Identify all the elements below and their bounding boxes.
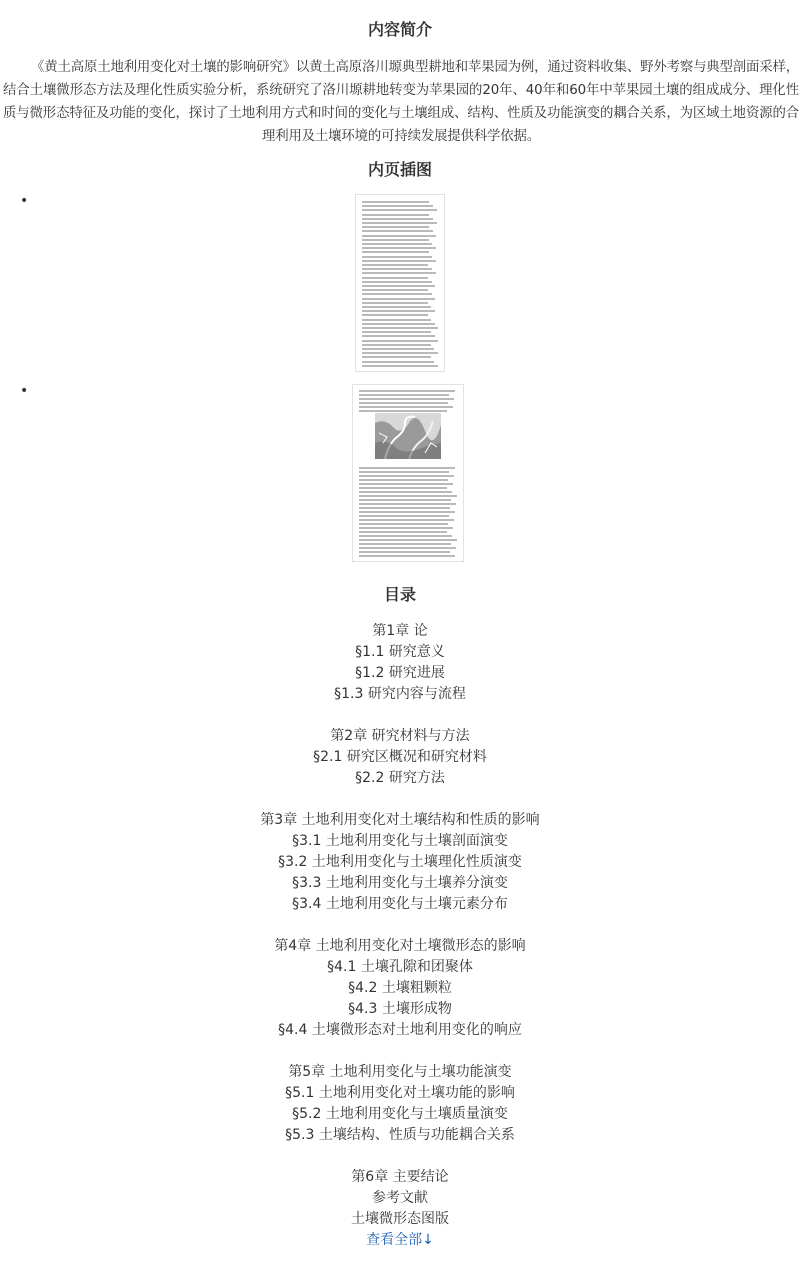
section-item: §1.2 研究进展 [355,665,445,681]
thumbnail-text-line [359,410,447,412]
chapter-heading: 第5章 土地利用变化与土壤功能演变 [288,1064,512,1080]
thumbnail-text-line [362,361,434,363]
thumbnail-text-line [359,543,451,545]
section-item: §5.2 土地利用变化与土壤质量演变 [292,1106,508,1122]
chapter-heading: 第6章 主要结论 [351,1169,449,1185]
chapter-heading: 第2章 研究材料与方法 [330,728,470,744]
thumbnail-text-line [362,247,436,249]
thumbnail-text-line [359,471,449,473]
toc-chapter-5 [0,1062,800,1146]
thumbnail-text-line [362,340,438,342]
thumbnail-text-line [362,222,437,224]
section-item: §3.2 土地利用变化与土壤理化性质演变 [278,854,522,870]
thumbnail-text-line [359,398,454,400]
thumbnail-text-line [362,239,429,241]
thumbnail-text-line [362,256,432,258]
thumbnail-text-line [362,251,429,253]
chapter-heading: 第3章 土地利用变化对土壤结构和性质的影响 [260,812,540,828]
toc-chapter-3 [0,810,800,915]
thumbnail-text-line [362,277,428,279]
section-item: §4.2 土壤粗颗粒 [348,980,452,996]
thumbnail-text-line [362,310,435,312]
thumbnail-text-line [362,327,438,329]
toc-chapter-1 [0,621,800,705]
illustrations-heading: 内页插图 [367,160,432,179]
thumbnail-text-line [362,352,438,354]
section-item: §1.3 研究内容与流程 [334,686,466,702]
intro-paragraph: 《黄土高原土地利用变化对土壤的影响研究》以黄土高原洛川塬典型耕地和苹果园为例，通过资料收集、野外考察与典型剖面采样，结合土壤微形态方法及理化性质实验分析，系统研究了洛川塬耕地转变为苹果园的20年、40年和60年中苹果园土壤的组成成分、理化性质与微形态特征及功能的变化，探讨了土地利用方式和时间的变化与土壤组成、结构、性质及功能演变的耦合关系，为区域土地资源的合理利用及土壤环境的可持续发展提供科学依据。 [3,60,799,144]
thumbnail-text-line [362,243,432,245]
section-item: §3.1 土地利用变化与土壤剖面演变 [292,833,508,849]
thumbnail-text-line [359,394,449,396]
terrain-map-image [375,413,441,459]
thumbnail-text-line [362,298,435,300]
thumbnail-text-line [359,547,456,549]
book-page-map-thumbnail[interactable] [352,384,464,562]
thumbnail-text-line [359,479,448,481]
arrow-down-icon: ↓ [422,1232,434,1248]
thumbnail-text-line [359,511,455,513]
thumbnail-text-line [362,365,438,367]
thumbnail-text-line [359,531,447,533]
thumbnail-text-line [359,535,452,537]
toc-chapter-2 [0,726,800,789]
section-item: §5.1 土地利用变化对土壤功能的影响 [285,1085,515,1101]
toc-tail [0,1167,800,1251]
thumbnail-text-line [359,515,449,517]
thumbnail-text-line [362,314,428,316]
book-page-thumbnail[interactable] [355,194,445,372]
thumbnail-text-line [359,495,457,497]
thumbnail-text-line [362,348,434,350]
thumbnail-text-line [359,551,450,553]
thumbnail-text-line [362,226,429,228]
thumbnail-text-line [359,527,453,529]
section-item: §2.1 研究区概况和研究材料 [313,749,487,765]
thumbnail-text-line [359,402,448,404]
section-item: §3.4 土地利用变化与土壤元素分布 [292,896,508,912]
thumbnail-text-line [362,289,428,291]
thumbnail-text-line [362,356,431,358]
thumbnail-text-line [362,230,433,232]
thumbnail-text-line [362,214,429,216]
chapter-heading: 第1章 论 [372,623,428,639]
thumbnail-text-line [359,406,453,408]
bullet-icon: • [20,383,29,399]
thumbnail-text-line [359,503,456,505]
thumbnail-text-line [362,344,431,346]
plates-item: 土壤微形态图版 [351,1211,449,1227]
thumbnail-text-line [359,491,452,493]
view-all-label: 查看全部 [366,1232,423,1248]
references-item: 参考文献 [372,1190,428,1206]
thumbnail-text-line [362,205,433,207]
section-item: §1.1 研究意义 [355,644,445,660]
thumbnail-text-line [362,281,432,283]
thumbnail-text-line [359,475,454,477]
thumbnail-text-line [359,507,450,509]
bullet-icon: • [20,193,29,209]
thumbnail-text-line [359,467,455,469]
thumbnail-text-line [362,302,428,304]
thumbnail-text-line [362,209,437,211]
thumbnail-text-line [362,272,436,274]
thumbnail-text-line [362,201,429,203]
thumbnail-text-line [362,218,433,220]
thumbnail-text-line [362,319,431,321]
thumbnail-text-line [362,306,431,308]
thumbnail-text-line [362,264,428,266]
section-item: §4.4 土壤微形态对土地利用变化的响应 [278,1022,522,1038]
thumbnail-text-line [359,555,455,557]
thumbnail-text-line [362,268,432,270]
section-item: §4.3 土壤形成物 [348,1001,452,1017]
thumbnail-text-line [362,235,436,237]
thumbnail-text-line [359,487,447,489]
thumbnail-text-line [359,523,448,525]
thumbnail-text-line [362,323,435,325]
toc-chapter-4 [0,936,800,1041]
view-all-link[interactable] [366,1230,434,1251]
chapter-heading: 第4章 土地利用变化对土壤微形态的影响 [274,938,526,954]
thumbnail-text-line [362,293,432,295]
thumbnail-text-line [362,331,431,333]
thumbnail-text-line [359,483,453,485]
section-item: §2.2 研究方法 [355,770,445,786]
thumbnail-text-line [362,260,436,262]
thumbnail-text-line [359,519,454,521]
terrain-map-graphic [375,413,441,459]
thumbnail-text-line [362,335,435,337]
thumbnail-text-line [359,539,457,541]
thumbnail-text-line [359,390,455,392]
thumbnail-text-line [362,285,435,287]
section-item: §4.1 土壤孔隙和团聚体 [327,959,473,975]
thumbnail-text-line [359,499,451,501]
section-item: §3.3 土地利用变化与土壤养分演变 [292,875,508,891]
table-of-contents [0,621,800,1251]
toc-heading: 目录 [383,585,416,604]
section-item: §5.3 土壤结构、性质与功能耦合关系 [285,1127,515,1143]
intro-heading: 内容简介 [367,20,432,39]
